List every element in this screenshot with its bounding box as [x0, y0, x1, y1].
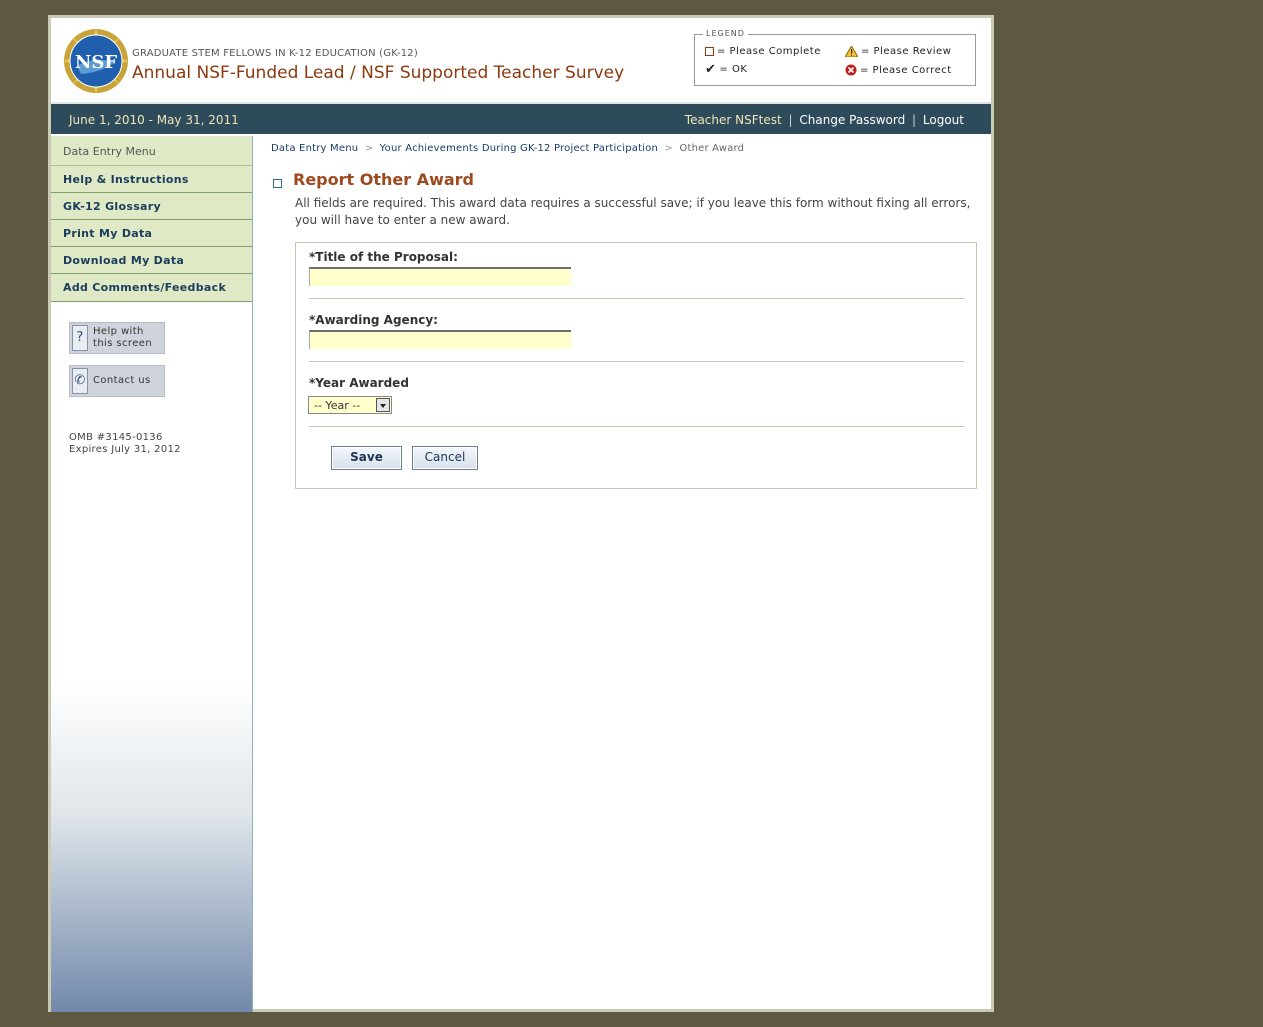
survey-title: Annual NSF-Funded Lead / NSF Supported Teacher Survey [132, 63, 625, 83]
award-form [295, 242, 977, 489]
legend-item-complete: = Please Complete [705, 46, 821, 57]
empty-square-icon [705, 47, 714, 56]
divider [309, 426, 964, 427]
sidebar-item-print-data[interactable]: Print My Data [51, 220, 252, 247]
proposal-title-label: *Title of the Proposal: [309, 250, 458, 264]
sidebar-item-glossary[interactable]: GK-12 Glossary [51, 193, 252, 220]
contact-us-button[interactable]: ✆ Contact us [69, 365, 165, 397]
year-awarded-select[interactable]: -- Year -- [308, 396, 392, 414]
awarding-agency-label: *Awarding Agency: [309, 313, 438, 327]
year-awarded-label: *Year Awarded [309, 376, 409, 390]
change-password-link[interactable]: Change Password [799, 113, 906, 127]
separator: | [912, 113, 917, 127]
legend-title: LEGEND [703, 29, 748, 38]
separator: | [788, 113, 793, 127]
sidebar-item-help-instructions[interactable]: Help & Instructions [51, 166, 252, 193]
legend [694, 29, 976, 86]
breadcrumb-current: Other Award [679, 143, 745, 154]
proposal-title-input[interactable] [309, 267, 571, 286]
svg-text:NSF: NSF [74, 52, 118, 73]
cancel-button[interactable]: Cancel [412, 446, 478, 470]
header [51, 18, 991, 102]
main-content [254, 136, 991, 1012]
breadcrumb-separator: > [664, 143, 674, 154]
sidebar [51, 136, 253, 1012]
sidebar-item-add-comments[interactable]: Add Comments/Feedback [51, 274, 252, 302]
page-frame [48, 15, 994, 1012]
red-x-circle-icon [845, 64, 857, 76]
help-screen-button[interactable]: ? Help with this screen [69, 322, 165, 354]
breadcrumb-achievements[interactable]: Your Achievements During GK-12 Project Participation [379, 143, 659, 154]
legend-item-ok: ✔ = OK [705, 61, 748, 77]
logout-link[interactable]: Logout [922, 113, 964, 127]
question-icon: ? [72, 325, 88, 351]
warning-triangle-icon [845, 46, 858, 57]
nsf-logo [63, 28, 129, 94]
divider [309, 298, 964, 299]
top-bar [51, 102, 991, 134]
legend-item-review: = Please Review [845, 46, 951, 57]
omb-number: OMB #3145-0136 [69, 432, 163, 443]
divider [309, 361, 964, 362]
save-button[interactable]: Save [331, 446, 402, 470]
omb-expiration: Expires July 31, 2012 [69, 444, 181, 455]
chevron-down-icon[interactable] [376, 398, 390, 412]
omb-info [69, 432, 181, 456]
form-description: All fields are required. This award data requires a successful save; if you leave this form without fixing all errors, you will have to enter a new award. [295, 196, 971, 227]
reporting-period: June 1, 2010 - May 31, 2011 [69, 113, 239, 127]
breadcrumb-data-entry-menu[interactable]: Data Entry Menu [271, 143, 359, 154]
user-links [685, 113, 964, 127]
status-square-icon [273, 179, 282, 188]
phone-icon: ✆ [72, 368, 88, 394]
breadcrumb [271, 143, 744, 154]
check-mark-icon: ✔ [705, 61, 717, 77]
legend-item-correct: = Please Correct [845, 64, 952, 76]
page-title: Report Other Award [293, 170, 474, 189]
awarding-agency-input[interactable] [309, 330, 571, 349]
breadcrumb-separator: > [364, 143, 374, 154]
user-name-link[interactable]: Teacher NSFtest [684, 113, 782, 127]
sidebar-heading: Data Entry Menu [51, 136, 252, 166]
sidebar-item-download-data[interactable]: Download My Data [51, 247, 252, 274]
program-subtitle: GRADUATE STEM FELLOWS IN K-12 EDUCATION (GK-12) [132, 48, 418, 59]
